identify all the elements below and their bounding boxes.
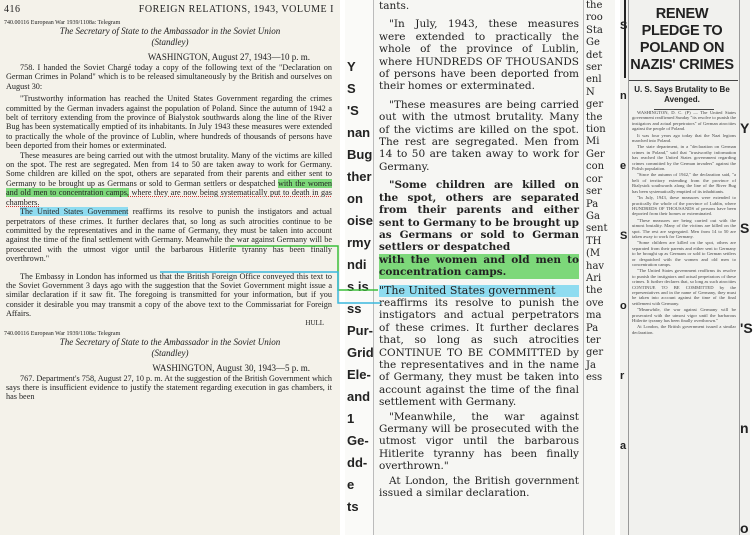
left-edge-strip <box>345 0 374 535</box>
strip-fragment: con <box>586 161 605 173</box>
strip-fragment: Pa <box>586 322 599 334</box>
newspaper-text <box>379 0 579 499</box>
strip-fragment: n <box>740 420 749 436</box>
newspaper-clipping <box>620 0 753 536</box>
clipping-paragraph: "Meanwhile, the war against Germany will be prosecuted with the utmost vigor until the barbarous Hitlerite tyranny has been finally overthrown." <box>632 307 736 324</box>
highlight-blue: "The United States government <box>379 285 579 297</box>
strip-fragment: dd- <box>347 455 368 470</box>
strip-fragment: oise <box>347 213 374 228</box>
clipping-paragraph: At London, the British government issued a similar declaration. <box>632 324 736 335</box>
strip-fragment: hav <box>586 260 605 272</box>
strip-fragment: TH <box>586 235 602 247</box>
paragraph: reaffirms its resolve to punish the instigators and actual perpetrators of these crimes. It further declares that, so long as such atrocities CONTINUE TO BE COMMITTED by the representatives and in the name of Germany, they must be taken into account against the time of the final settlement with Germany. <box>379 296 579 409</box>
strip-fragment: S <box>620 230 628 242</box>
strip-fragment: ger <box>586 347 604 359</box>
strip-fragment: enl <box>586 74 602 86</box>
strip-fragment: e <box>620 160 627 172</box>
clipping-paragraph: "These measures are being carried out with the utmost brutality. Many of the victims are killed on the spot. The rest are segregated. Men from 14 to 50 are taken away to work for Germany. <box>632 217 736 239</box>
strip-fragment: ger <box>586 99 604 111</box>
strip-fragment: (M <box>586 248 601 260</box>
strip-fragment: rmy <box>347 235 371 250</box>
strip-fragment: ss <box>347 301 362 316</box>
strip-fragment: o <box>740 520 749 536</box>
strip-fragment: Ele- <box>347 367 371 382</box>
strip-fragment: 'S <box>740 320 753 336</box>
strip-fragment: the <box>586 111 603 123</box>
paragraph: "These measures are being carried out with the utmost brutality. Many of the victims are killed on the spot. The rest are segregated. Men from 14 to 50 are taken away to work for Germany. <box>379 98 579 173</box>
running-head <box>4 4 334 15</box>
strip-fragment: 1 <box>347 411 355 426</box>
right-edge-strip <box>583 0 616 535</box>
clipping-body <box>632 110 736 336</box>
strip-fragment: Grid <box>347 345 374 360</box>
clipping-paragraph: "The United States government reaffirms its resolve to punish the instigators and actual perpetrators of these crimes. It further declares that, so long as such atrocities CONTINUE TO BE COMMITTED by the representatives and in the name of Germany, they must be taken into account against the time of the final settlement with Germany. <box>632 268 736 306</box>
highlight-blue: The United States Government <box>20 207 129 217</box>
strip-fragment: a <box>620 440 627 452</box>
headline: RENEW PLEDGE TO POLAND ON NAZIS' CRIMES <box>624 0 738 78</box>
clipping-paragraph: It was four years ago today that the Nazi legions marched into Poland. <box>632 132 736 144</box>
strip-fragment: ove <box>586 297 604 309</box>
telegram-address: The Secretary of State to the Ambassador in the Soviet Union <box>59 26 281 36</box>
strip-fragment: ther <box>347 169 372 184</box>
strip-fragment: S <box>740 220 750 236</box>
clipping-paragraph: "Some children are killed on the spot, others are separated from their parents and either sent to Germany to be brought up as Germans or sold to German settlers or despatched with the women and old men to concentration camps. <box>632 240 736 267</box>
strip-fragment: the <box>586 0 603 11</box>
strip-fragment: e <box>347 477 355 492</box>
strip-fragment: Ja <box>586 359 596 371</box>
strip-fragment: n <box>620 90 627 102</box>
telegram-address: The Secretary of State to the Ambassador in the Soviet Union <box>59 336 281 347</box>
strip-fragment: on <box>347 191 363 206</box>
telegram-file-number: 740.00116 European War 1939/1108a: Telegram <box>4 330 121 337</box>
paragraph: "Meanwhile, the war against Germany will be prosecuted with the utmost vigor until the barbarous Hitlerite tyranny has been finally overthrown." <box>379 410 579 473</box>
telegram-date: WASHINGTON, August 30, 1943—5 p. m. <box>152 362 310 373</box>
highlight-green: with the women and old men to concentration camps, <box>6 178 332 198</box>
strip-fragment: Sta <box>586 24 603 36</box>
paragraph-highlighted <box>0 207 340 263</box>
paragraph: 758. I handed the Soviet Chargé today a copy of the following text of the "Declaration on German Crimes in Poland" which is to be released simultaneously by the British and ourselves on August 30: <box>6 63 332 91</box>
strip-fragment: ess <box>586 372 603 384</box>
strip-fragment: ma <box>586 310 602 322</box>
strip-fragment: Y <box>740 120 750 136</box>
strip-fragment: roo <box>586 12 603 24</box>
telegram-date: WASHINGTON, August 27, 1943—10 p. m. <box>147 52 310 62</box>
strip-fragment: Pur- <box>347 323 373 338</box>
strip-fragment: s is <box>347 279 369 294</box>
strip-fragment: Y <box>347 59 356 74</box>
book-page <box>0 0 340 535</box>
strip-fragment: tion <box>586 124 606 136</box>
strip-fragment: ndi <box>347 257 367 272</box>
paragraph: tants. <box>379 0 410 12</box>
paragraph-highlighted <box>0 151 340 207</box>
clipping-paragraph: The state department, in a "declaration on German crimes in Poland," said that "trustworthy information has reached the United States government regarding crimes committed by the German invaders" against the Polish population. <box>632 144 736 172</box>
rule <box>628 80 738 81</box>
clipping-paragraph: "In July, 1943, these measures were extended to practically the whole of the province of Lublin, where HUNDREDS OF THOUSANDS of persons have been deported from their homes or exterminated. <box>632 195 736 217</box>
clipping-left-strip <box>620 0 629 535</box>
strip-fragment: Pa <box>586 198 599 210</box>
paragraph: 767. Department's 758, August 27, 10 p. m. At the suggestion of the British Government which says there is insufficient evidence to justify the statement regarding execution in gas chambers, it has been <box>6 373 332 402</box>
strip-fragment: and <box>347 389 371 404</box>
strip-fragment: Ge <box>586 37 600 49</box>
paragraph: "In July, 1943, these measures were extended to practically the whole of the province of Lublin, where HUNDREDS OF THOUSANDS of persons have been deported from their homes or exterminated. <box>379 18 579 93</box>
running-head-title: FOREIGN RELATIONS, 1943, VOLUME I <box>138 4 334 15</box>
strip-fragment: ser <box>586 186 602 198</box>
telegram-file-number: 740.00116 European War 1939/1108a: Telegram <box>4 20 121 26</box>
clipping-paragraph: "Since the autumn of 1942," the declaration said, "a belt of territory extending from the province of Bialystok southwards along the line of the River Bug has been systematically emptied of its inhabitants. <box>632 172 736 194</box>
strip-fragment: Ari <box>586 272 602 284</box>
strip-fragment: ter <box>586 334 601 346</box>
paragraph: The Embassy in London has informed us that the British Foreign Office conveyed this text to the Soviet Government 3 days ago with the suggestion that the Soviet Government might issue a similar declaration if it saw fit. The foregoing is transmitted for your information, but if you consider it desirable you may transmit a copy of the above text to the Commissariat for Foreign Affairs. <box>6 271 332 319</box>
paragraph-bold: "Some children are killed on the spot, others are separated from their parents and either sent to Germany to be brought up as Germans or sold to German settlers or despatched <box>379 179 579 254</box>
strip-fragment: 'S <box>347 103 359 118</box>
page-number: 416 <box>4 4 21 15</box>
strip-fragment: cor <box>586 173 603 185</box>
telegram-address-name: (Standley) <box>151 37 189 47</box>
signature: HULL <box>305 318 324 327</box>
paragraph: "Trustworthy information has reached the United States Government regarding the crimes committed by the German invaders against the population of Poland. Since the autumn of 1942 a belt of territory extending from the province of Bialystok southwards along the line of the River Bug has been systematically emptied of its inhabitants. In July 1943 these measures were extended to practically the whole of the province of Lublin, where hundreds of thousands of persons have been deported from their homes or exterminated. <box>6 94 332 151</box>
strip-fragment: the <box>586 285 603 297</box>
strip-fragment: Mi <box>586 136 600 148</box>
highlight-green: with the women and old men to concentration camps. <box>379 253 579 279</box>
strip-fragment: Ga <box>586 210 600 222</box>
strip-fragment: S <box>347 81 356 96</box>
strip-fragment: o <box>620 300 627 312</box>
strip-fragment: det <box>586 49 603 61</box>
subheadline: U. S. Says Brutality to Be Avenged. <box>634 85 730 104</box>
strip-fragment: ts <box>347 499 359 514</box>
paragraph-text: where they are now being systematically put to death in gas chambers. <box>6 188 332 207</box>
strip-fragment: Ger <box>586 148 605 160</box>
clipping-right-strip <box>739 0 753 536</box>
strip-fragment: ser <box>586 62 602 74</box>
strip-fragment: S <box>620 20 628 32</box>
strip-fragment: N <box>586 86 595 98</box>
paragraph-text: These measures are being carried out with the utmost brutality. Many of the victims are killed on the spot. The rest are segregated. Men from 14 to 50 are taken away to work for Germany. Some children are killed on the spot, others are separated from their parents and either sent to Germany to be brought up as Germans or sold to German settlers or despatched <box>6 150 332 188</box>
strip-fragment: Ge- <box>347 433 369 448</box>
strip-fragment: r <box>620 370 625 382</box>
paragraph-text: reaffirms its resolve to punish the instigators and actual perpetrators of these crimes. It further declares that, so long as such atrocities continue to be committed by the representatives and in the name of Germany, they must be taken into account against the time of the final settlement with Germany. Meanwhile the war against Germany will be prosecuted with the utmost vigor until the barbarous Hitlerite tyranny has been finally overthrown." <box>6 207 332 264</box>
strip-fragment: Bug <box>347 147 373 162</box>
newspaper-column <box>345 0 615 535</box>
clipping-paragraph: WASHINGTON, D. C. (P) — The United States government reaffirmed Sunday "its resolve to punish the instigators and actual perpetrators" of German atrocities against the people of Poland. <box>632 110 736 132</box>
paragraph: At London, the British government issued a similar declaration. <box>379 474 579 500</box>
telegram-address-name: (Standley) <box>151 347 189 358</box>
strip-fragment: nan <box>347 125 371 140</box>
strip-fragment: sent <box>586 223 608 235</box>
